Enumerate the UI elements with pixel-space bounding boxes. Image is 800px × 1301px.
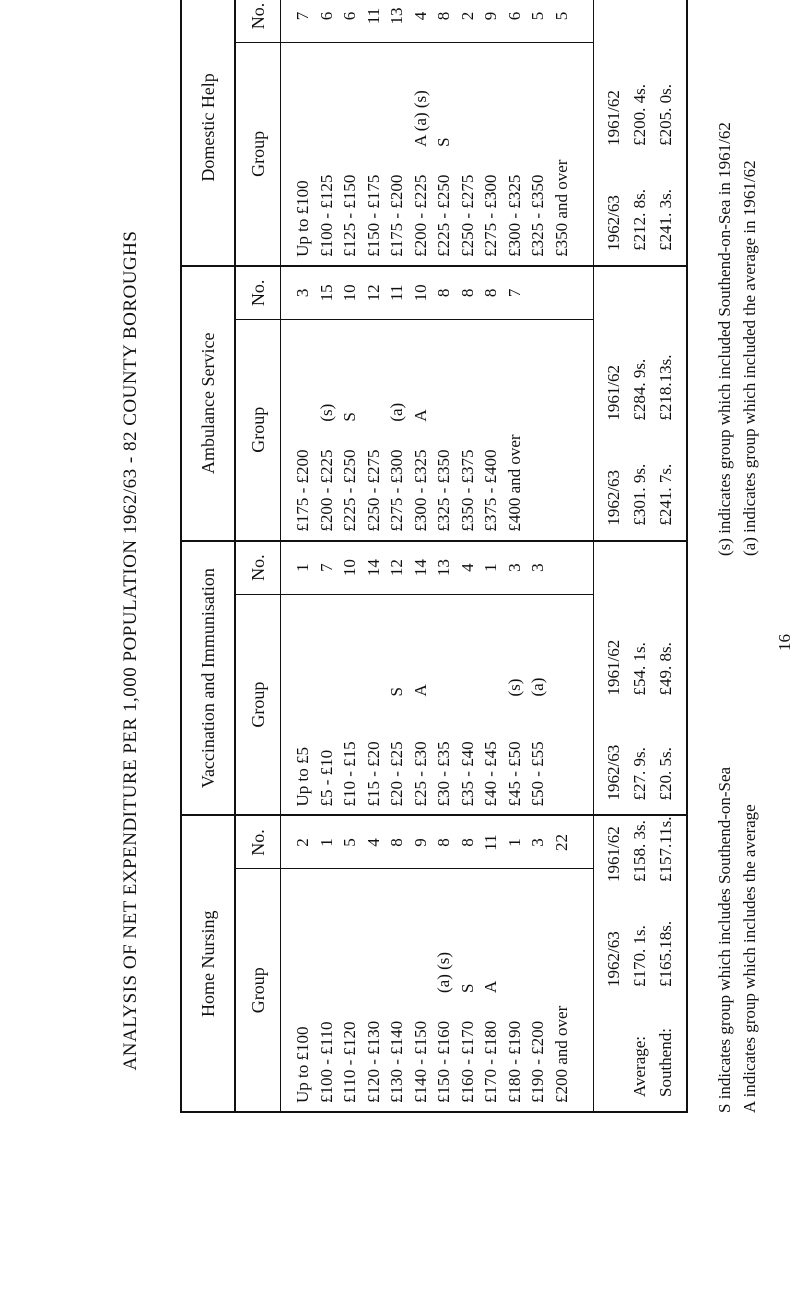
average-value: £301. 9s. [630,463,649,526]
group-row [315,595,339,815]
no-header: No. [247,279,268,307]
group-row [479,43,503,265]
southend-value: £157.11s. [656,816,675,882]
count-cell: 7 [504,288,524,298]
count-cell: 4 [363,838,383,847]
count-cell: 12 [363,284,383,302]
group-marker: A [410,684,430,697]
southend-value: £218.13s. [656,354,675,421]
count-cell: 5 [340,838,359,847]
group-range: £150 - £160 [434,1020,453,1103]
group-row [291,320,315,540]
section-home-nursing [182,815,686,1112]
group-column [281,319,593,540]
count-cell: 8 [387,838,406,847]
group-range: £190 - £200 [528,1020,547,1103]
no-column [281,542,593,594]
count-cell: 1 [316,838,336,847]
year-label: 1962/63 [604,744,623,801]
year-label: 1962/63 [604,931,623,987]
section-footer [594,0,686,265]
group-row [479,870,503,1112]
no-column [281,267,593,319]
group-marker: (a) [387,402,406,422]
count-cell: 4 [457,563,477,572]
group-row [503,595,527,815]
count-cell: 2 [457,11,477,21]
year-label: 1961/62 [604,826,623,882]
group-range: £25 - £30 [410,741,430,807]
group-range: £325 - £350 [528,174,547,257]
group-range: £120 - £130 [363,1020,383,1103]
group-row [338,320,362,540]
group-range: £35 - £40 [457,741,477,807]
section-title: Home Nursing [182,817,236,1112]
section-title: Ambulance Service [182,267,236,540]
group-row [315,43,339,265]
year-label: 1962/63 [604,469,623,526]
group-range: £15 - £20 [363,741,383,807]
expenditure-table [180,0,688,1113]
group-range: £350 and over [551,159,571,257]
count-cell: 9 [481,11,500,21]
group-range: £250 - £275 [363,449,383,532]
group-row [503,43,527,265]
count-cell: 8 [481,288,500,298]
group-row [526,870,550,1112]
group-marker: (s) [316,403,336,422]
group-range: £150 - £175 [363,174,383,257]
group-header: Group [236,319,280,540]
count-cell: 1 [481,563,500,572]
group-range: £140 - £150 [410,1020,430,1103]
count-cell: 7 [293,11,312,21]
section-vaccination [182,540,686,815]
southend-value: £241. 7s. [656,463,675,526]
column-header-row [236,817,281,1112]
note-a: A indicates group which includes the average [740,804,759,1113]
group-row [362,870,386,1112]
group-row [550,43,574,265]
section-footer [594,542,686,815]
group-range: £300 - £325 [504,174,524,257]
note-a-1961: (a) indicates group which included the average in 1961/62 [740,160,759,556]
average-value: £54. 1s. [630,642,649,696]
southend-label: Southend: [656,1028,675,1097]
no-header: No. [247,554,268,581]
section-domestic-help [182,0,686,265]
group-row [385,595,409,815]
legend-notes-right [712,122,762,556]
group-row [338,870,362,1112]
section-title: Domestic Help [182,0,236,265]
average-label: Average: [630,1035,649,1097]
group-range: £40 - £45 [481,741,500,807]
group-range: £200 - £225 [410,174,430,257]
group-marker: S [434,137,453,147]
group-range: £125 - £150 [340,174,359,257]
southend-value: £241. 3s. [656,188,675,251]
group-range: Up to £5 [293,747,312,807]
group-row [385,870,409,1112]
average-value: £200. 4s. [630,83,649,146]
count-cell: 1 [504,838,524,847]
count-cell: 11 [481,834,500,851]
group-range: £100 - £110 [316,1021,336,1103]
group-column [281,594,593,815]
group-row [362,595,386,815]
group-row [385,320,409,540]
count-cell: 11 [387,284,406,302]
group-range: £175 - £200 [387,174,406,257]
group-range: £375 - £400 [481,449,500,532]
group-row [479,595,503,815]
note-s: S indicates group which includes Southend-on-Sea [715,766,734,1113]
section-rows [281,0,594,265]
group-row [385,43,409,265]
section-rows [281,542,594,815]
group-marker: A [481,980,500,993]
group-marker: (a) (s) [434,951,453,993]
group-row [503,870,527,1112]
section-ambulance [182,265,686,540]
group-range: £200 - £225 [316,449,336,532]
average-value: £170. 1s. [630,925,649,987]
column-header-row [236,542,281,815]
count-cell: 12 [387,559,406,577]
southend-value: £49. 8s. [656,642,675,696]
group-row [456,595,480,815]
group-range: £400 and over [504,434,524,532]
group-range: £10 - £15 [340,741,359,807]
group-row [291,43,315,265]
group-range: £20 - £25 [387,741,406,807]
group-marker: A (a) (s) [410,90,430,147]
note-s-1961: (s) indicates group which included Southend-on-Sea in 1961/62 [715,122,734,556]
count-cell: 3 [293,288,312,298]
count-cell: 14 [410,559,430,577]
year-label: 1961/62 [604,364,623,421]
count-cell: 8 [434,838,453,847]
group-marker: S [387,687,406,697]
count-cell: 3 [528,838,547,847]
count-cell: 11 [363,7,383,25]
group-range: £130 - £140 [387,1020,406,1103]
count-cell: 5 [528,11,547,21]
group-row [526,43,550,265]
group-range: Up to £100 [293,180,312,257]
group-row [315,870,339,1112]
group-row [479,320,503,540]
group-row [409,870,433,1112]
group-header: Group [236,594,280,815]
group-row [409,595,433,815]
southend-value: £20. 5s. [656,747,675,801]
count-cell: 14 [363,559,383,577]
count-cell: 8 [434,11,453,21]
group-marker: S [457,983,477,993]
group-range: £175 - £200 [293,449,312,532]
group-row [456,320,480,540]
section-rows [281,817,594,1112]
group-range: Up to £100 [293,1026,312,1103]
no-header: No. [247,2,268,30]
section-footer [594,267,686,540]
no-column [281,817,593,869]
group-row [503,320,527,540]
group-row [456,870,480,1112]
group-row [338,595,362,815]
group-range: £325 - £350 [434,449,453,532]
no-header: No. [247,829,268,856]
group-row [432,320,456,540]
group-row [338,43,362,265]
group-range: £110 - £120 [340,1021,359,1103]
average-value: £284. 9s. [630,358,649,421]
section-rows [281,267,594,540]
count-cell: 2 [293,838,312,847]
count-cell: 8 [457,838,477,847]
count-cell: 5 [551,11,571,21]
column-header-row [236,267,281,540]
group-range: £5 - £10 [316,749,336,807]
count-cell: 4 [410,11,430,21]
count-cell: 8 [434,288,453,298]
count-cell: 10 [340,559,359,577]
group-header: Group [236,869,280,1112]
group-column [281,42,593,265]
year-label: 1962/63 [604,195,623,251]
group-range: £350 - £375 [457,449,477,532]
section-title: Vaccination and Immunisation [182,542,236,815]
group-range: £30 - £35 [434,741,453,807]
count-cell: 7 [316,563,336,572]
southend-value: £165.18s. [656,920,675,987]
group-range: £180 - £190 [504,1020,524,1103]
group-row [291,595,315,815]
group-row [409,320,433,540]
group-row [526,595,550,815]
group-range: £275 - £300 [387,449,406,532]
group-range: £200 and over [551,1005,571,1103]
group-row [362,43,386,265]
group-marker: S [340,412,359,422]
group-row [432,595,456,815]
count-cell: 3 [504,563,524,572]
group-marker: (s) [504,678,524,697]
average-value: £27. 9s. [630,747,649,801]
group-range: £250 - £275 [457,174,477,257]
page-number: 16 [775,634,794,651]
average-value: £158. 3s. [630,820,649,882]
group-row [432,870,456,1112]
group-range: £45 - £50 [504,741,524,807]
group-row [291,870,315,1112]
group-range: £225 - £250 [340,449,359,532]
group-marker: (a) [528,677,547,697]
average-value: £212. 8s. [630,188,649,251]
count-cell: 9 [410,838,430,847]
count-cell: 3 [528,563,547,572]
group-range: £225 - £250 [434,174,453,257]
count-cell: 13 [434,559,453,577]
count-cell: 6 [316,11,336,21]
count-cell: 10 [340,284,359,302]
count-cell: 15 [316,284,336,302]
group-range: £275 - £300 [481,174,500,257]
count-cell: 6 [504,11,524,21]
group-row [409,43,433,265]
group-range: £300 - £325 [410,449,430,532]
group-row [432,43,456,265]
group-marker: A [410,409,430,422]
group-row [550,870,574,1112]
count-cell: 13 [387,7,406,25]
group-row [362,320,386,540]
group-column [281,869,593,1112]
count-cell: 10 [410,284,430,302]
group-range: £100 - £125 [316,174,336,257]
southend-value: £205. 0s. [656,83,675,146]
year-label: 1961/62 [604,639,623,696]
group-header: Group [236,42,280,265]
no-column [281,0,593,42]
group-row [456,43,480,265]
column-header-row [236,0,281,265]
section-footer [594,817,686,1112]
count-cell: 22 [551,834,571,851]
group-range: £170 - £180 [481,1020,500,1103]
legend-notes-left [712,767,762,1113]
group-range: £160 - £170 [457,1020,477,1103]
count-cell: 1 [293,563,312,572]
page-title: ANALYSIS OF NET EXPENDITURE PER 1,000 POPULATION 1962/63 - 82 COUNTY BOROUGHS [120,230,141,1071]
count-cell: 8 [457,288,477,298]
group-range: £50 - £55 [528,741,547,807]
count-cell: 6 [340,11,359,21]
year-label: 1961/62 [604,90,623,146]
group-row [315,320,339,540]
